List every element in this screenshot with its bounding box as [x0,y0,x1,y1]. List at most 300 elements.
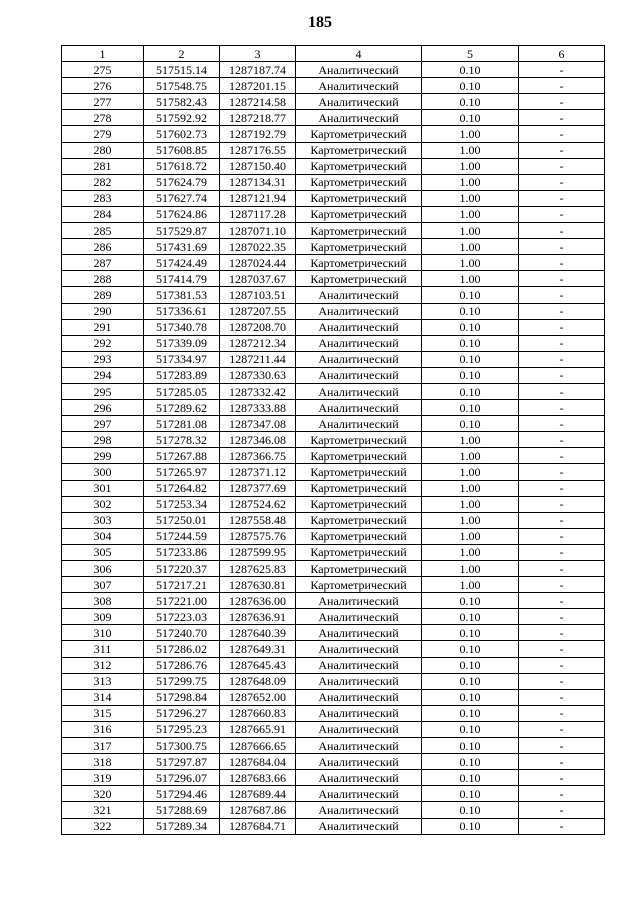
accuracy-cell: 0.10 [422,319,519,335]
y-coordinate-cell: 1287211.44 [220,351,296,367]
point-number-cell: 285 [62,223,144,239]
x-coordinate-cell: 517582.43 [144,94,220,110]
table-row [62,383,605,399]
point-number-cell: 280 [62,142,144,158]
x-coordinate-cell: 517288.69 [144,802,220,818]
y-coordinate-cell: 1287071.10 [220,223,296,239]
y-coordinate-cell: 1287689.44 [220,786,296,802]
y-coordinate-cell: 1287645.43 [220,657,296,673]
table-row [62,416,605,432]
x-coordinate-cell: 517264.82 [144,480,220,496]
note-cell: - [519,593,605,609]
note-cell: - [519,689,605,705]
x-coordinate-cell: 517265.97 [144,464,220,480]
coordinates-table [61,45,605,835]
method-cell: Аналитический [296,110,422,126]
table-row [62,577,605,593]
x-coordinate-cell: 517298.84 [144,689,220,705]
method-cell: Аналитический [296,705,422,721]
method-cell: Аналитический [296,287,422,303]
table-row [62,818,605,834]
accuracy-cell: 0.10 [422,62,519,78]
x-coordinate-cell: 517240.70 [144,625,220,641]
note-cell: - [519,223,605,239]
point-number-cell: 322 [62,818,144,834]
method-cell: Картометрический [296,174,422,190]
note-cell: - [519,255,605,271]
note-cell: - [519,432,605,448]
note-cell: - [519,416,605,432]
note-cell: - [519,271,605,287]
y-coordinate-cell: 1287103.51 [220,287,296,303]
accuracy-cell: 1.00 [422,480,519,496]
point-number-cell: 277 [62,94,144,110]
column-header: 6 [519,46,605,62]
y-coordinate-cell: 1287558.48 [220,512,296,528]
y-coordinate-cell: 1287625.83 [220,561,296,577]
table-row [62,78,605,94]
y-coordinate-cell: 1287201.15 [220,78,296,94]
method-cell: Картометрический [296,432,422,448]
x-coordinate-cell: 517253.34 [144,496,220,512]
y-coordinate-cell: 1287652.00 [220,689,296,705]
x-coordinate-cell: 517244.59 [144,528,220,544]
method-cell: Картометрический [296,190,422,206]
point-number-cell: 316 [62,721,144,737]
table-row [62,448,605,464]
y-coordinate-cell: 1287037.67 [220,271,296,287]
accuracy-cell: 0.10 [422,287,519,303]
point-number-cell: 295 [62,383,144,399]
y-coordinate-cell: 1287660.83 [220,705,296,721]
x-coordinate-cell: 517285.05 [144,383,220,399]
accuracy-cell: 1.00 [422,577,519,593]
y-coordinate-cell: 1287683.66 [220,770,296,786]
method-cell: Аналитический [296,689,422,705]
x-coordinate-cell: 517295.23 [144,721,220,737]
note-cell: - [519,577,605,593]
x-coordinate-cell: 517618.72 [144,158,220,174]
method-cell: Картометрический [296,158,422,174]
method-cell: Аналитический [296,609,422,625]
y-coordinate-cell: 1287333.88 [220,400,296,416]
note-cell: - [519,609,605,625]
accuracy-cell: 1.00 [422,271,519,287]
note-cell: - [519,400,605,416]
accuracy-cell: 0.10 [422,705,519,721]
point-number-cell: 306 [62,561,144,577]
accuracy-cell: 1.00 [422,561,519,577]
accuracy-cell: 1.00 [422,255,519,271]
point-number-cell: 312 [62,657,144,673]
accuracy-cell: 0.10 [422,367,519,383]
accuracy-cell: 1.00 [422,126,519,142]
table-row [62,287,605,303]
method-cell: Аналитический [296,335,422,351]
method-cell: Аналитический [296,625,422,641]
x-coordinate-cell: 517300.75 [144,738,220,754]
note-cell: - [519,142,605,158]
table-row [62,142,605,158]
x-coordinate-cell: 517233.86 [144,544,220,560]
method-cell: Картометрический [296,142,422,158]
accuracy-cell: 1.00 [422,432,519,448]
x-coordinate-cell: 517221.00 [144,593,220,609]
method-cell: Картометрический [296,577,422,593]
table-row [62,705,605,721]
column-header: 4 [296,46,422,62]
y-coordinate-cell: 1287649.31 [220,641,296,657]
x-coordinate-cell: 517296.27 [144,705,220,721]
table-row [62,673,605,689]
y-coordinate-cell: 1287665.91 [220,721,296,737]
table-row [62,738,605,754]
accuracy-cell: 1.00 [422,464,519,480]
note-cell: - [519,512,605,528]
note-cell: - [519,544,605,560]
x-coordinate-cell: 517624.79 [144,174,220,190]
y-coordinate-cell: 1287150.40 [220,158,296,174]
y-coordinate-cell: 1287666.65 [220,738,296,754]
note-cell: - [519,705,605,721]
note-cell: - [519,464,605,480]
point-number-cell: 279 [62,126,144,142]
table-row [62,625,605,641]
accuracy-cell: 0.10 [422,110,519,126]
table-header-row [62,46,605,62]
note-cell: - [519,351,605,367]
method-cell: Картометрический [296,528,422,544]
x-coordinate-cell: 517267.88 [144,448,220,464]
method-cell: Аналитический [296,641,422,657]
point-number-cell: 317 [62,738,144,754]
column-header: 5 [422,46,519,62]
point-number-cell: 296 [62,400,144,416]
x-coordinate-cell: 517608.85 [144,142,220,158]
method-cell: Картометрический [296,223,422,239]
accuracy-cell: 1.00 [422,142,519,158]
accuracy-cell: 0.10 [422,335,519,351]
method-cell: Аналитический [296,802,422,818]
x-coordinate-cell: 517515.14 [144,62,220,78]
accuracy-cell: 1.00 [422,190,519,206]
y-coordinate-cell: 1287640.39 [220,625,296,641]
accuracy-cell: 0.10 [422,609,519,625]
note-cell: - [519,158,605,174]
y-coordinate-cell: 1287636.00 [220,593,296,609]
column-header: 2 [144,46,220,62]
method-cell: Картометрический [296,512,422,528]
table-row [62,689,605,705]
note-cell: - [519,625,605,641]
x-coordinate-cell: 517289.34 [144,818,220,834]
note-cell: - [519,480,605,496]
method-cell: Аналитический [296,673,422,689]
method-cell: Картометрический [296,271,422,287]
point-number-cell: 300 [62,464,144,480]
y-coordinate-cell: 1287599.95 [220,544,296,560]
y-coordinate-cell: 1287524.62 [220,496,296,512]
accuracy-cell: 1.00 [422,174,519,190]
x-coordinate-cell: 517602.73 [144,126,220,142]
point-number-cell: 290 [62,303,144,319]
point-number-cell: 321 [62,802,144,818]
point-number-cell: 281 [62,158,144,174]
note-cell: - [519,657,605,673]
x-coordinate-cell: 517340.78 [144,319,220,335]
point-number-cell: 297 [62,416,144,432]
table-row [62,271,605,287]
y-coordinate-cell: 1287377.69 [220,480,296,496]
accuracy-cell: 0.10 [422,818,519,834]
point-number-cell: 278 [62,110,144,126]
method-cell: Аналитический [296,657,422,673]
table-row [62,206,605,222]
note-cell: - [519,802,605,818]
table-row [62,721,605,737]
accuracy-cell: 1.00 [422,544,519,560]
method-cell: Картометрический [296,544,422,560]
accuracy-cell: 0.10 [422,303,519,319]
accuracy-cell: 1.00 [422,223,519,239]
table-row [62,255,605,271]
x-coordinate-cell: 517339.09 [144,335,220,351]
table-row [62,609,605,625]
method-cell: Картометрический [296,561,422,577]
point-number-cell: 284 [62,206,144,222]
method-cell: Аналитический [296,383,422,399]
table-row [62,62,605,78]
y-coordinate-cell: 1287575.76 [220,528,296,544]
x-coordinate-cell: 517217.21 [144,577,220,593]
point-number-cell: 291 [62,319,144,335]
accuracy-cell: 1.00 [422,496,519,512]
note-cell: - [519,754,605,770]
table-row [62,190,605,206]
table-row [62,528,605,544]
accuracy-cell: 1.00 [422,206,519,222]
accuracy-cell: 1.00 [422,239,519,255]
y-coordinate-cell: 1287024.44 [220,255,296,271]
table-row [62,126,605,142]
note-cell: - [519,62,605,78]
page-number: 185 [308,14,332,31]
x-coordinate-cell: 517220.37 [144,561,220,577]
x-coordinate-cell: 517336.61 [144,303,220,319]
point-number-cell: 288 [62,271,144,287]
x-coordinate-cell: 517334.97 [144,351,220,367]
y-coordinate-cell: 1287218.77 [220,110,296,126]
note-cell: - [519,448,605,464]
method-cell: Аналитический [296,738,422,754]
table-row [62,400,605,416]
table-row [62,770,605,786]
note-cell: - [519,174,605,190]
y-coordinate-cell: 1287176.55 [220,142,296,158]
accuracy-cell: 0.10 [422,94,519,110]
table-row [62,480,605,496]
table-row [62,351,605,367]
method-cell: Картометрический [296,126,422,142]
x-coordinate-cell: 517431.69 [144,239,220,255]
table-row [62,802,605,818]
note-cell: - [519,239,605,255]
y-coordinate-cell: 1287330.63 [220,367,296,383]
column-header: 1 [62,46,144,62]
x-coordinate-cell: 517381.53 [144,287,220,303]
accuracy-cell: 0.10 [422,593,519,609]
point-number-cell: 275 [62,62,144,78]
table-row [62,593,605,609]
note-cell: - [519,721,605,737]
note-cell: - [519,126,605,142]
accuracy-cell: 1.00 [422,448,519,464]
y-coordinate-cell: 1287371.12 [220,464,296,480]
column-header: 3 [220,46,296,62]
point-number-cell: 299 [62,448,144,464]
accuracy-cell: 0.10 [422,721,519,737]
table-row [62,512,605,528]
note-cell: - [519,303,605,319]
y-coordinate-cell: 1287212.34 [220,335,296,351]
method-cell: Картометрический [296,464,422,480]
note-cell: - [519,319,605,335]
method-cell: Аналитический [296,78,422,94]
method-cell: Аналитический [296,786,422,802]
table-row [62,786,605,802]
point-number-cell: 303 [62,512,144,528]
method-cell: Аналитический [296,94,422,110]
note-cell: - [519,818,605,834]
table-row [62,335,605,351]
table-row [62,319,605,335]
method-cell: Картометрический [296,255,422,271]
method-cell: Аналитический [296,319,422,335]
point-number-cell: 313 [62,673,144,689]
accuracy-cell: 0.10 [422,689,519,705]
method-cell: Аналитический [296,62,422,78]
method-cell: Картометрический [296,239,422,255]
accuracy-cell: 0.10 [422,78,519,94]
note-cell: - [519,561,605,577]
x-coordinate-cell: 517414.79 [144,271,220,287]
x-coordinate-cell: 517286.76 [144,657,220,673]
note-cell: - [519,335,605,351]
method-cell: Картометрический [296,496,422,512]
table-row [62,303,605,319]
method-cell: Картометрический [296,206,422,222]
y-coordinate-cell: 1287214.58 [220,94,296,110]
point-number-cell: 309 [62,609,144,625]
accuracy-cell: 0.10 [422,786,519,802]
point-number-cell: 310 [62,625,144,641]
x-coordinate-cell: 517250.01 [144,512,220,528]
table-row [62,657,605,673]
point-number-cell: 289 [62,287,144,303]
point-number-cell: 298 [62,432,144,448]
y-coordinate-cell: 1287346.08 [220,432,296,448]
x-coordinate-cell: 517424.49 [144,255,220,271]
accuracy-cell: 1.00 [422,528,519,544]
method-cell: Аналитический [296,593,422,609]
y-coordinate-cell: 1287687.86 [220,802,296,818]
accuracy-cell: 0.10 [422,657,519,673]
point-number-cell: 307 [62,577,144,593]
point-number-cell: 287 [62,255,144,271]
x-coordinate-cell: 517548.75 [144,78,220,94]
x-coordinate-cell: 517592.92 [144,110,220,126]
accuracy-cell: 0.10 [422,641,519,657]
method-cell: Аналитический [296,416,422,432]
method-cell: Аналитический [296,721,422,737]
note-cell: - [519,367,605,383]
table-row [62,110,605,126]
point-number-cell: 305 [62,544,144,560]
y-coordinate-cell: 1287332.42 [220,383,296,399]
x-coordinate-cell: 517299.75 [144,673,220,689]
table-row [62,367,605,383]
method-cell: Картометрический [296,448,422,464]
y-coordinate-cell: 1287366.75 [220,448,296,464]
y-coordinate-cell: 1287121.94 [220,190,296,206]
x-coordinate-cell: 517281.08 [144,416,220,432]
method-cell: Аналитический [296,367,422,383]
method-cell: Аналитический [296,400,422,416]
x-coordinate-cell: 517529.87 [144,223,220,239]
table-row [62,544,605,560]
accuracy-cell: 0.10 [422,400,519,416]
y-coordinate-cell: 1287630.81 [220,577,296,593]
x-coordinate-cell: 517624.86 [144,206,220,222]
point-number-cell: 301 [62,480,144,496]
note-cell: - [519,94,605,110]
y-coordinate-cell: 1287648.09 [220,673,296,689]
table-row [62,158,605,174]
note-cell: - [519,641,605,657]
note-cell: - [519,770,605,786]
x-coordinate-cell: 517627.74 [144,190,220,206]
accuracy-cell: 1.00 [422,512,519,528]
accuracy-cell: 0.10 [422,770,519,786]
point-number-cell: 319 [62,770,144,786]
note-cell: - [519,190,605,206]
x-coordinate-cell: 517289.62 [144,400,220,416]
table-body [62,62,605,835]
point-number-cell: 302 [62,496,144,512]
table-row [62,239,605,255]
method-cell: Аналитический [296,770,422,786]
note-cell: - [519,673,605,689]
method-cell: Аналитический [296,303,422,319]
x-coordinate-cell: 517294.46 [144,786,220,802]
point-number-cell: 320 [62,786,144,802]
point-number-cell: 314 [62,689,144,705]
accuracy-cell: 0.10 [422,383,519,399]
y-coordinate-cell: 1287684.71 [220,818,296,834]
method-cell: Картометрический [296,480,422,496]
table-row [62,641,605,657]
y-coordinate-cell: 1287207.55 [220,303,296,319]
note-cell: - [519,287,605,303]
x-coordinate-cell: 517286.02 [144,641,220,657]
point-number-cell: 318 [62,754,144,770]
table-row [62,94,605,110]
accuracy-cell: 0.10 [422,625,519,641]
table-row [62,464,605,480]
method-cell: Аналитический [296,351,422,367]
y-coordinate-cell: 1287022.35 [220,239,296,255]
method-cell: Аналитический [296,754,422,770]
